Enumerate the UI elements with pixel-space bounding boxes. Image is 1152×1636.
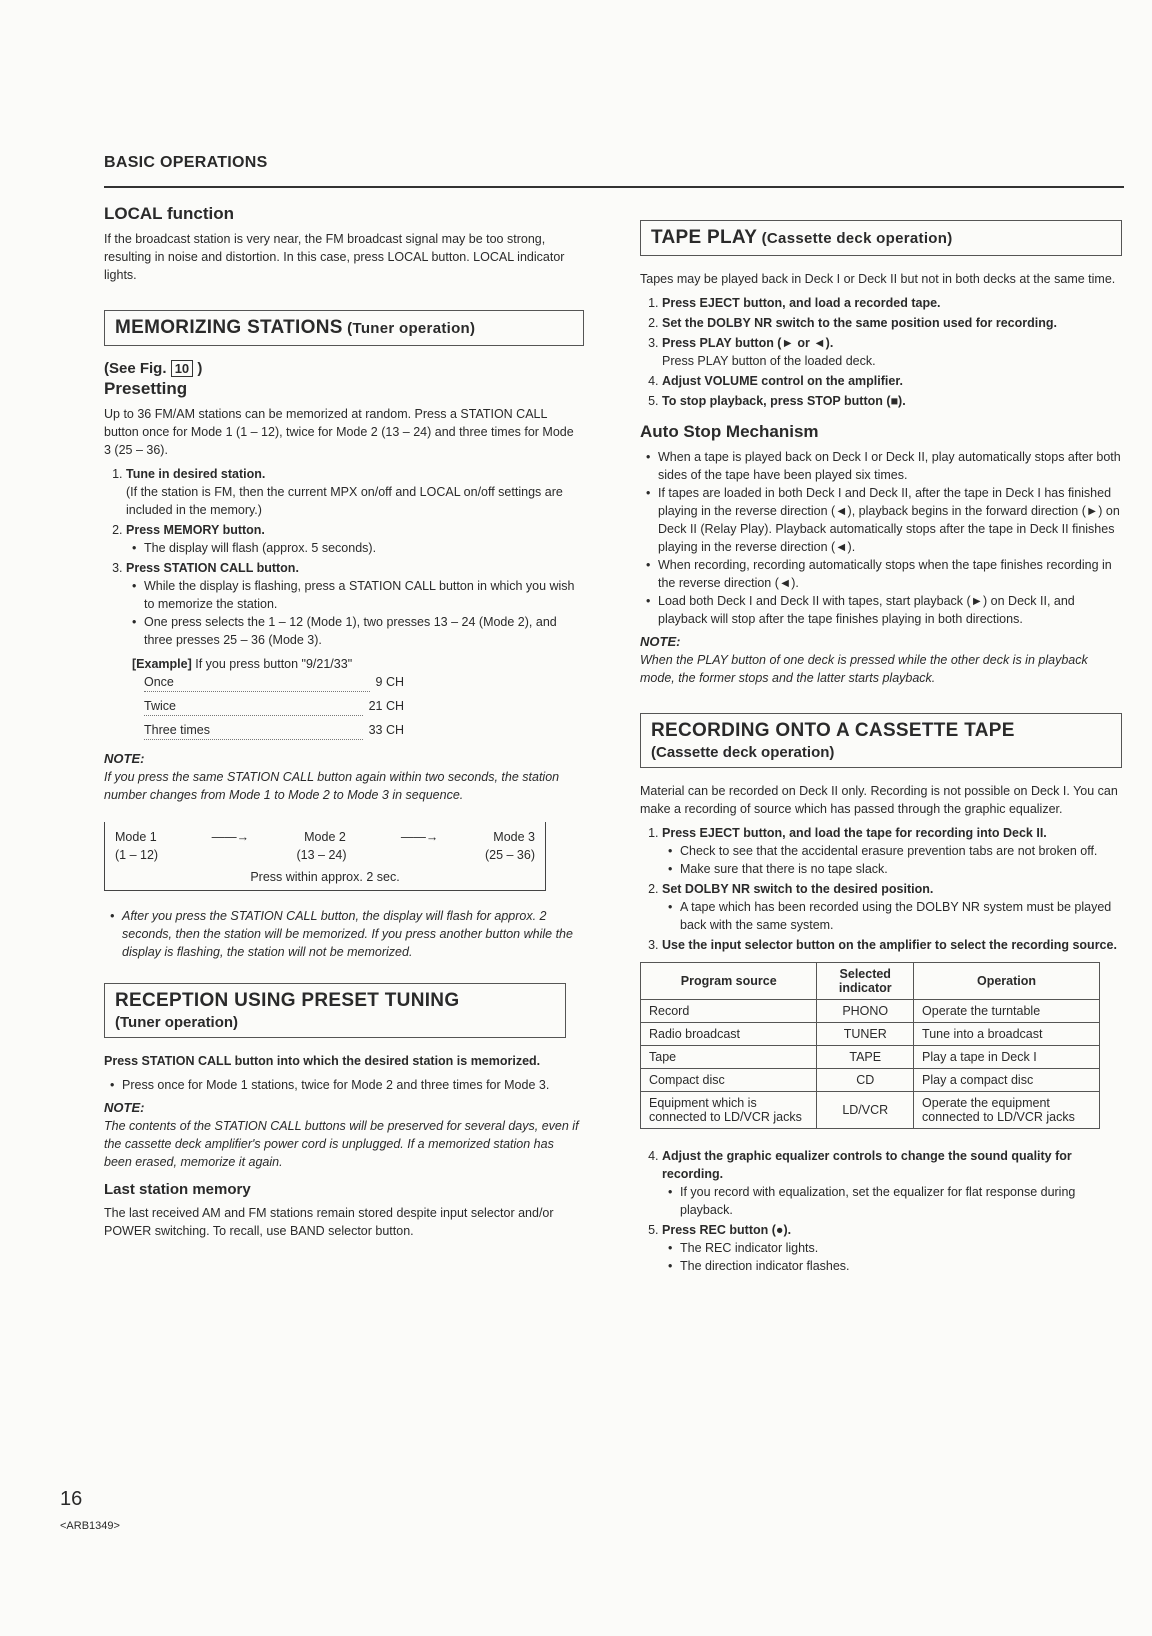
mode1-range: (1 – 12) [115, 848, 159, 862]
list-item [662, 1221, 1122, 1275]
step3-bullet: • While the display is flashing, press a STATION CALL button in which you wish to memorize the station. [144, 577, 584, 613]
fig-number: 10 [171, 360, 193, 377]
header-rule [104, 186, 1124, 188]
table-cell: Play a compact disc [914, 1069, 1100, 1092]
example-row: Three times 33 CH [144, 721, 404, 745]
table-cell: LD/VCR [817, 1092, 914, 1129]
example-row: Twice 21 CH [144, 697, 404, 721]
arrow-icon: ——→ [400, 830, 439, 844]
rec-step1-title: Press EJECT button, and load the tape for recording into Deck II. [662, 826, 1047, 840]
recording-subtitle: (Cassette deck operation) [651, 744, 835, 761]
mode2-label: Mode 2 [304, 830, 346, 844]
memorizing-title: MEMORIZING STATIONS [115, 317, 343, 338]
table-header: Selected indicator [817, 963, 914, 1000]
note-title: NOTE: [104, 1100, 145, 1115]
see-fig-suffix: ) [197, 360, 203, 377]
page-code: <ARB1349> [60, 1520, 120, 1532]
table-header: Operation [914, 963, 1100, 1000]
recording-steps-cont [640, 1147, 1122, 1275]
mode2-range: (13 – 24) [296, 848, 347, 862]
table-cell: Record [641, 1000, 817, 1023]
step3-title: Press STATION CALL button. [126, 561, 299, 575]
example-text: If you press button "9/21/33" [195, 657, 353, 671]
rec-step2-title: Set DOLBY NR switch to the desired position. [662, 882, 934, 896]
step2-bullet: • The display will flash (approx. 5 seconds). [144, 539, 584, 557]
step3-bullet: • One press selects the 1 – 12 (Mode 1), two presses 13 – 24 (Mode 2), and three presses 25 – 36 (Mode 3). [144, 613, 584, 649]
table-cell: Tape [641, 1046, 817, 1069]
table-row [641, 1092, 1100, 1129]
mode3-range: (25 – 36) [484, 848, 535, 862]
reception-lead: Press STATION CALL button into which the desired station is memorized. [104, 1054, 541, 1068]
step1-title: Tune in desired station. [126, 467, 266, 481]
table-row [641, 1000, 1100, 1023]
memorizing-title-suffix: (Tuner operation) [347, 320, 476, 337]
presetting-steps [104, 465, 584, 649]
list-item [662, 1147, 1122, 1219]
after-note-text: • After you press the STATION CALL button, the display will flash for approx. 2 seconds, then the station will be memorized. If you press another button while the display is flashing, the station will not be memorized. [122, 907, 584, 961]
rec-step1-bullet: • Check to see that the accidental erasure prevention tabs are not broken off. [680, 842, 1122, 860]
arrow-icon: ——→ [211, 830, 250, 844]
table-row [641, 963, 1100, 1000]
rec-step5-bullet: • The direction indicator flashes. [680, 1257, 1122, 1275]
table-row [641, 1069, 1100, 1092]
table-cell: Operate the turntable [914, 1000, 1100, 1023]
after-note [104, 907, 584, 961]
table-cell: Radio broadcast [641, 1023, 817, 1046]
tape-play-steps [640, 294, 1122, 410]
table-cell: Operate the equipment connected to LD/VCR jacks [914, 1092, 1100, 1129]
list-item: • When recording, recording automatically stops when the tape finishes recording in the reverse direction (◄). [658, 556, 1122, 592]
rec-step5-bullet: • The REC indicator lights. [680, 1239, 1122, 1257]
reception-bullet: • Press once for Mode 1 stations, twice for Mode 2 and three times for Mode 3. [122, 1076, 584, 1094]
tape-play-title-suffix: (Cassette deck operation) [761, 230, 953, 247]
rec-step4-bullet: • If you record with equalization, set the equalizer for flat response during playback. [680, 1183, 1122, 1219]
table-cell: Tune into a broadcast [914, 1023, 1100, 1046]
mode3-label: Mode 3 [493, 830, 535, 844]
table-cell: Equipment which is connected to LD/VCR jacks [641, 1092, 817, 1129]
reception-box [104, 983, 566, 1038]
list-item [126, 559, 584, 649]
step2-title: Press MEMORY button. [126, 523, 265, 537]
table-row [641, 1046, 1100, 1069]
list-item [662, 880, 1122, 934]
auto-stop-list [640, 448, 1122, 628]
step3-sub: Press PLAY button of the loaded deck. [662, 354, 876, 368]
tape-play-intro: Tapes may be played back in Deck I or Deck II but not in both decks at the same time. [640, 272, 1116, 286]
table-cell: TUNER [817, 1023, 914, 1046]
list-item [662, 824, 1122, 878]
reception-subtitle: (Tuner operation) [115, 1014, 239, 1031]
rec-step2-bullet: • A tape which has been recorded using the DOLBY NR system must be played back with the same system. [680, 898, 1122, 934]
presetting-title: Presetting [104, 379, 188, 398]
list-item: 1. Press EJECT button, and load a recorded tape. [662, 294, 1122, 312]
tape-play-note: When the PLAY button of one deck is pressed while the other deck is in playback mode, the former stops and the latter starts playback. [640, 653, 1088, 685]
rec-step4-title: Adjust the graphic equalizer controls to change the sound quality for recording. [662, 1149, 1072, 1181]
tape-play-box [640, 220, 1122, 256]
recording-title: RECORDING ONTO A CASSETTE TAPE [651, 720, 1015, 741]
local-title: LOCAL function [104, 204, 234, 223]
list-item [126, 465, 584, 519]
example-row: Once 9 CH [144, 673, 404, 697]
list-item [662, 936, 1122, 954]
list-item: • When a tape is played back on Deck I or Deck II, play automatically stops after both sides of the tape have been played six times. [658, 448, 1122, 484]
table-cell: PHONO [817, 1000, 914, 1023]
note-title: NOTE: [640, 634, 681, 649]
diagram-caption: Press within approx. 2 sec. [250, 870, 400, 884]
list-item: 4. Adjust VOLUME control on the amplifier. [662, 372, 1122, 390]
section-header: BASIC OPERATIONS [104, 154, 268, 171]
memorizing-box [104, 310, 584, 346]
rec-step5-title: Press REC button (●). [662, 1223, 792, 1237]
table-cell: TAPE [817, 1046, 914, 1069]
note-text: If you press the same STATION CALL button again within two seconds, the station number changes from Mode 1 to Mode 2 to Mode 3 in sequence. [104, 770, 560, 802]
auto-stop-title: Auto Stop Mechanism [640, 422, 819, 441]
program-source-table [640, 962, 1100, 1129]
see-fig [104, 360, 584, 377]
table-header: Program source [641, 963, 817, 1000]
list-item: • Load both Deck I and Deck II with tapes, start playback (►) on Deck II, and playback will stop after the tape finishes playing in both directions. [658, 592, 1122, 628]
rec-step1-bullet: • Make sure that there is no tape slack. [680, 860, 1122, 878]
recording-box [640, 713, 1122, 768]
last-station-text: The last received AM and FM stations remain stored despite input selector and/or POWER switching. To recall, use BAND selector button. [104, 1206, 554, 1238]
tape-play-title: TAPE PLAY [651, 227, 758, 248]
example-line [132, 655, 584, 673]
table-cell: CD [817, 1069, 914, 1092]
table-cell: Play a tape in Deck I [914, 1046, 1100, 1069]
rec-step3-title: Use the input selector button on the amplifier to select the recording source. [662, 938, 1117, 952]
step1-text: (If the station is FM, then the current MPX on/off and LOCAL on/off settings are included in the memory.) [126, 485, 563, 517]
list-item [126, 521, 584, 557]
right-column [640, 220, 1122, 1281]
list-item: 2. Set the DOLBY NR switch to the same position used for recording. [662, 314, 1122, 332]
recording-steps [640, 824, 1122, 954]
example-label: [Example] [132, 657, 192, 671]
see-fig-prefix: (See Fig. [104, 360, 167, 377]
note-title: NOTE: [104, 751, 145, 766]
mode1-label: Mode 1 [115, 830, 157, 844]
list-item: • If tapes are loaded in both Deck I and Deck II, after the tape in Deck I has finished playing in the reverse direction (◄), playback begins in the forward direction (►) on Deck II (Relay Play). Playback automatically stops after the tape in Deck II finishes playing in the reverse direction (◄). [658, 484, 1122, 556]
mode-diagram [104, 822, 546, 891]
reception-title: RECEPTION USING PRESET TUNING [115, 990, 460, 1011]
local-text: If the broadcast station is very near, the FM broadcast signal may be too strong, resulting in noise and distortion. In this case, press LOCAL button. LOCAL indicator lights. [104, 232, 565, 282]
list-item: 3. Press PLAY button (► or ◄). Press PLAY button of the loaded deck. [662, 334, 1122, 370]
left-column [104, 204, 584, 1246]
reception-note: The contents of the STATION CALL buttons will be preserved for several days, even if the cassette deck amplifier's power cord is unplugged. If a memorized station has been erased, memorize it again. [104, 1119, 579, 1169]
presetting-intro: Up to 36 FM/AM stations can be memorized at random. Press a STATION CALL button once for Mode 1 (1 – 12), twice for Mode 2 (13 – 24) and three times for Mode 3 (25 – 36). [104, 407, 574, 457]
last-station-title: Last station memory [104, 1181, 251, 1198]
recording-intro: Material can be recorded on Deck II only. Recording is not possible on Deck I. You can make a recording of source which has passed through the graphic equalizer. [640, 784, 1118, 816]
list-item: 5. To stop playback, press STOP button (■). [662, 392, 1122, 410]
table-cell: Compact disc [641, 1069, 817, 1092]
table-row [641, 1023, 1100, 1046]
page-number: 16 [60, 1488, 83, 1510]
